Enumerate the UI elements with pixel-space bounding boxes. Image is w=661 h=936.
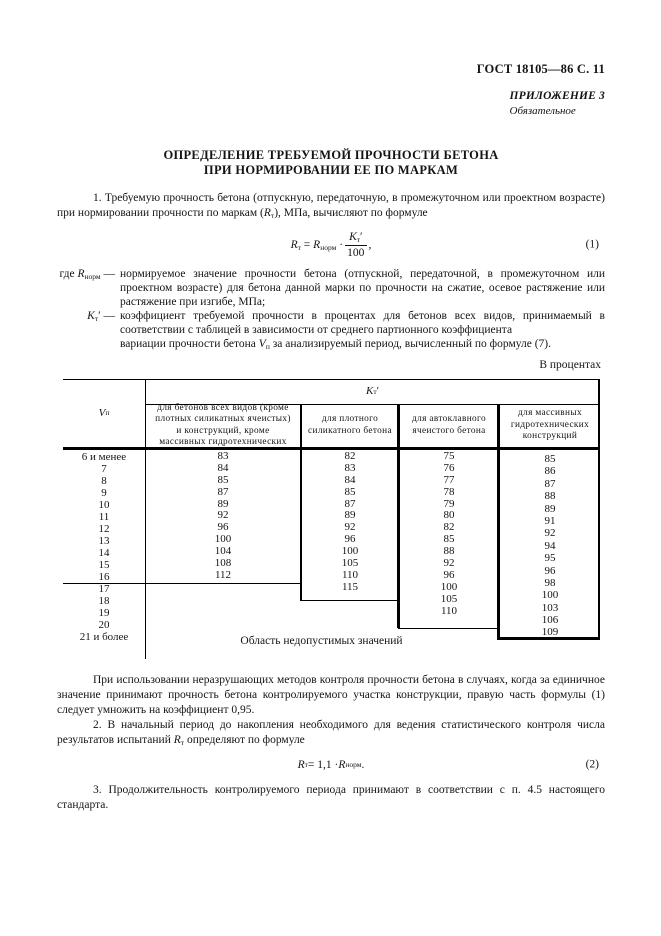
massive-hydro-values-column: 85 86 87 88 89 91 92 94 95 96 98 100 103 106 109 <box>541 453 559 639</box>
document-title-line2: ПРИ НОРМИРОВАНИИ ЕЕ ПО МАРКАМ <box>203 163 459 177</box>
where-item-kt-symbol: $K_т'$ — <box>87 310 115 323</box>
table-units-note: В процентах <box>539 359 601 371</box>
appendix-label: ПРИЛОЖЕНИЕ 3 <box>509 90 605 102</box>
where-item-kt-text: коэффициент требуемой прочности в процентах для бетонов всех видов, принимаемый в соответствии с таблицей в зависимости от среднего партионного коэффициента вариации прочности бетона $V_п$ за анализируемый период, вычисленный по формуле (7). <box>120 310 605 351</box>
paragraph-1: 1. Требуемую прочность бетона (отпускную, передаточную, в промежуточном или проектном возрасте) при нормировании прочности по маркам $(R_т)$, МПа, вычисляют по формуле <box>57 192 605 220</box>
autoclave-cellular-values-column: 75 76 77 78 79 80 82 85 88 92 96 100 105 110 <box>440 450 458 617</box>
col3-bottom-line <box>300 600 398 601</box>
formula-1-number: (1) <box>585 238 599 251</box>
formula-1-body <box>291 231 372 260</box>
header-separator-line <box>63 447 600 450</box>
where-item-rnorm-symbol: где $R_{норм}$ — <box>59 268 115 281</box>
document-title-line1: ОПРЕДЕЛЕНИЕ ТРЕБУЕМОЙ ПРОЧНОСТИ БЕТОНА <box>163 148 499 162</box>
formula-1-trail: , <box>368 238 372 251</box>
standard-reference: ГОСТ 18105—86 С. 11 <box>476 62 605 76</box>
where-item-rnorm <box>57 267 605 309</box>
vp-header-cell: V п <box>98 406 110 419</box>
col-header-dense-silicate: для плотного силикатного бетона <box>308 414 392 436</box>
kt-span-header-cell: K т ′ <box>365 385 380 397</box>
paragraph-3: 2. В начальный период до накопления необходимого для ведения статистического контроля числа результатов испытаний $R_т$ определяют по формуле <box>57 719 605 747</box>
formula-1-fraction <box>345 231 366 260</box>
col-header-autoclave-cellular: для автоклавного ячеистого бетона <box>412 414 486 436</box>
appendix-note: Обязательное <box>509 105 576 117</box>
page-header <box>57 62 605 119</box>
document-title <box>57 148 605 178</box>
vp-values-column: 6 и менее 7 8 9 10 11 12 13 14 15 16 17 18 19 20 21 и более <box>79 451 129 643</box>
appendix-block <box>510 89 605 119</box>
fraction-numerator: $K_т'$ <box>345 231 366 246</box>
formula-2-body: R т = 1,1 · R норм . <box>297 758 365 771</box>
formula-2-number: (2) <box>585 758 599 771</box>
all-types-values-column: 83 84 85 87 89 92 96 100 104 108 112 <box>214 450 232 581</box>
col-header-massive-hydro: для массивных гидротехнических конструкций <box>510 408 590 442</box>
where-definitions <box>57 267 605 351</box>
col-header-all-types: для бетонов всех видов (кроме плотных силикатных ячеистых) и конструкций, кроме массивных гидротехнических <box>155 402 291 447</box>
forbidden-region-label: Область недопустимых значений <box>240 635 403 647</box>
formula-1-lhs: $R_т = R_{норм}$ · <box>290 238 344 252</box>
col4-bottom-line <box>398 628 498 629</box>
where-item-kt <box>57 309 605 351</box>
dense-silicate-values-column: 82 83 84 85 87 89 92 96 100 105 110 115 <box>341 450 359 593</box>
formula-1 <box>57 230 605 260</box>
fraction-denominator: 100 <box>347 246 365 259</box>
strength-coefficient-table <box>63 379 600 660</box>
paragraph-4: 3. Продолжительность контролируемого периода принимают в соответствии с п. 4.5 настоящего стандарта. <box>57 784 605 811</box>
formula-2 <box>57 756 605 774</box>
where-item-rnorm-text: нормируемое значение прочности бетона (отпускной, передаточной, в промежуточном или проектном возрасте) для бетона данной марки по прочности на сжатие, осевое растяжение или растяжение при изгибе, МПа; <box>120 268 605 308</box>
paragraph-2: При использовании неразрушающих методов контроля прочности бетона в случаях, когда за единичное значение принимают прочность бетона контролируемого участка конструкции, правую часть формулы (1) следует умножить на коэффициент 0,95. <box>57 674 605 716</box>
